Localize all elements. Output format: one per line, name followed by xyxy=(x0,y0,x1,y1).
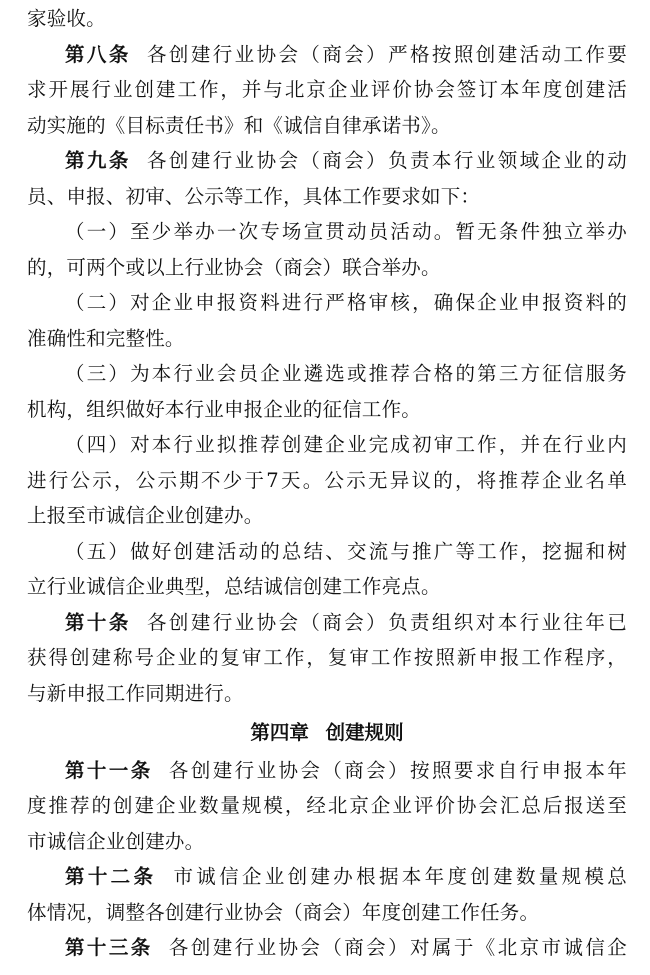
article-10-line xyxy=(65,608,627,638)
text-line: 家验收。 xyxy=(27,7,106,30)
article-11-text: 各创建行业协会（商会）按照要求自行申报本年 xyxy=(166,758,627,782)
item-4-line: （四）对本行业拟推荐创建企业完成初审工作，并在行业内 xyxy=(65,433,627,456)
text-line: 获得创建称号企业的复审工作，复审工作按照新申报工作程序， xyxy=(27,646,627,669)
text-line: 动实施的《目标责任书》和《诚信自律承诺书》。 xyxy=(27,113,451,137)
article-12-heading: 第十二条 xyxy=(65,865,157,888)
text-line: 进行公示，公示期不少于7天。公示无异议的，将推荐企业名单 xyxy=(27,468,627,492)
article-8-text: 各创建行业协会（商会）严格按照创建活动工作要 xyxy=(144,42,627,66)
text-line: 求开展行业创建工作，并与北京企业评价协会签订本年度创建活 xyxy=(27,78,627,101)
article-9-text: 各创建行业协会（商会）负责本行业领域企业的动 xyxy=(144,149,627,172)
text-line: 的，可两个或以上行业协会（商会）联合举办。 xyxy=(27,255,441,279)
item-1-line: （一）至少举办一次专场宣贯动员活动。暂无条件独立举办 xyxy=(65,220,627,243)
text-line: 机构，组织做好本行业申报企业的征信工作。 xyxy=(27,397,422,421)
article-12-text: 市诚信企业创建办根据本年度创建数量规模总 xyxy=(170,865,627,888)
article-13-line xyxy=(65,933,627,963)
text-line: 市诚信企业创建办。 xyxy=(27,829,205,853)
article-10-heading: 第十条 xyxy=(65,610,131,634)
article-8-heading: 第八条 xyxy=(65,42,131,66)
text-line: 体情况，调整各创建行业协会（商会）年度创建工作任务。 xyxy=(27,900,540,924)
item-5-line: （五）做好创建活动的总结、交流与推广等工作，挖掘和树 xyxy=(65,539,627,563)
article-8-line xyxy=(65,40,627,70)
text-line: 立行业诚信企业典型，总结诚信创建工作亮点。 xyxy=(27,575,441,598)
item-2-line: （二）对企业申报资料进行严格审核，确保企业申报资料的 xyxy=(65,291,627,314)
chapter-heading: 第四章 创建规则 xyxy=(250,721,404,744)
article-13-text: 各创建行业协会（商会）对属于《北京市诚信企 xyxy=(166,936,627,959)
text-line: 上报至市诚信企业创建办。 xyxy=(27,504,264,527)
text-line: 度推荐的创建企业数量规模，经北京企业评价协会汇总后报送至 xyxy=(27,794,627,817)
article-9-line xyxy=(65,146,627,176)
article-11-line xyxy=(65,756,627,786)
text-line: 员、申报、初审、公示等工作，具体工作要求如下： xyxy=(27,184,481,208)
article-11-heading: 第十一条 xyxy=(65,758,153,782)
article-12-line xyxy=(65,862,627,892)
article-9-heading: 第九条 xyxy=(65,149,131,172)
article-13-heading: 第十三条 xyxy=(65,936,153,959)
item-3-line: （三）为本行业会员企业遴选或推荐合格的第三方征信服务 xyxy=(65,362,627,385)
text-line: 与新申报工作同期进行。 xyxy=(27,681,244,705)
article-10-text: 各创建行业协会（商会）负责组织对本行业往年已 xyxy=(144,610,627,634)
text-line: 准确性和完整性。 xyxy=(27,326,185,350)
